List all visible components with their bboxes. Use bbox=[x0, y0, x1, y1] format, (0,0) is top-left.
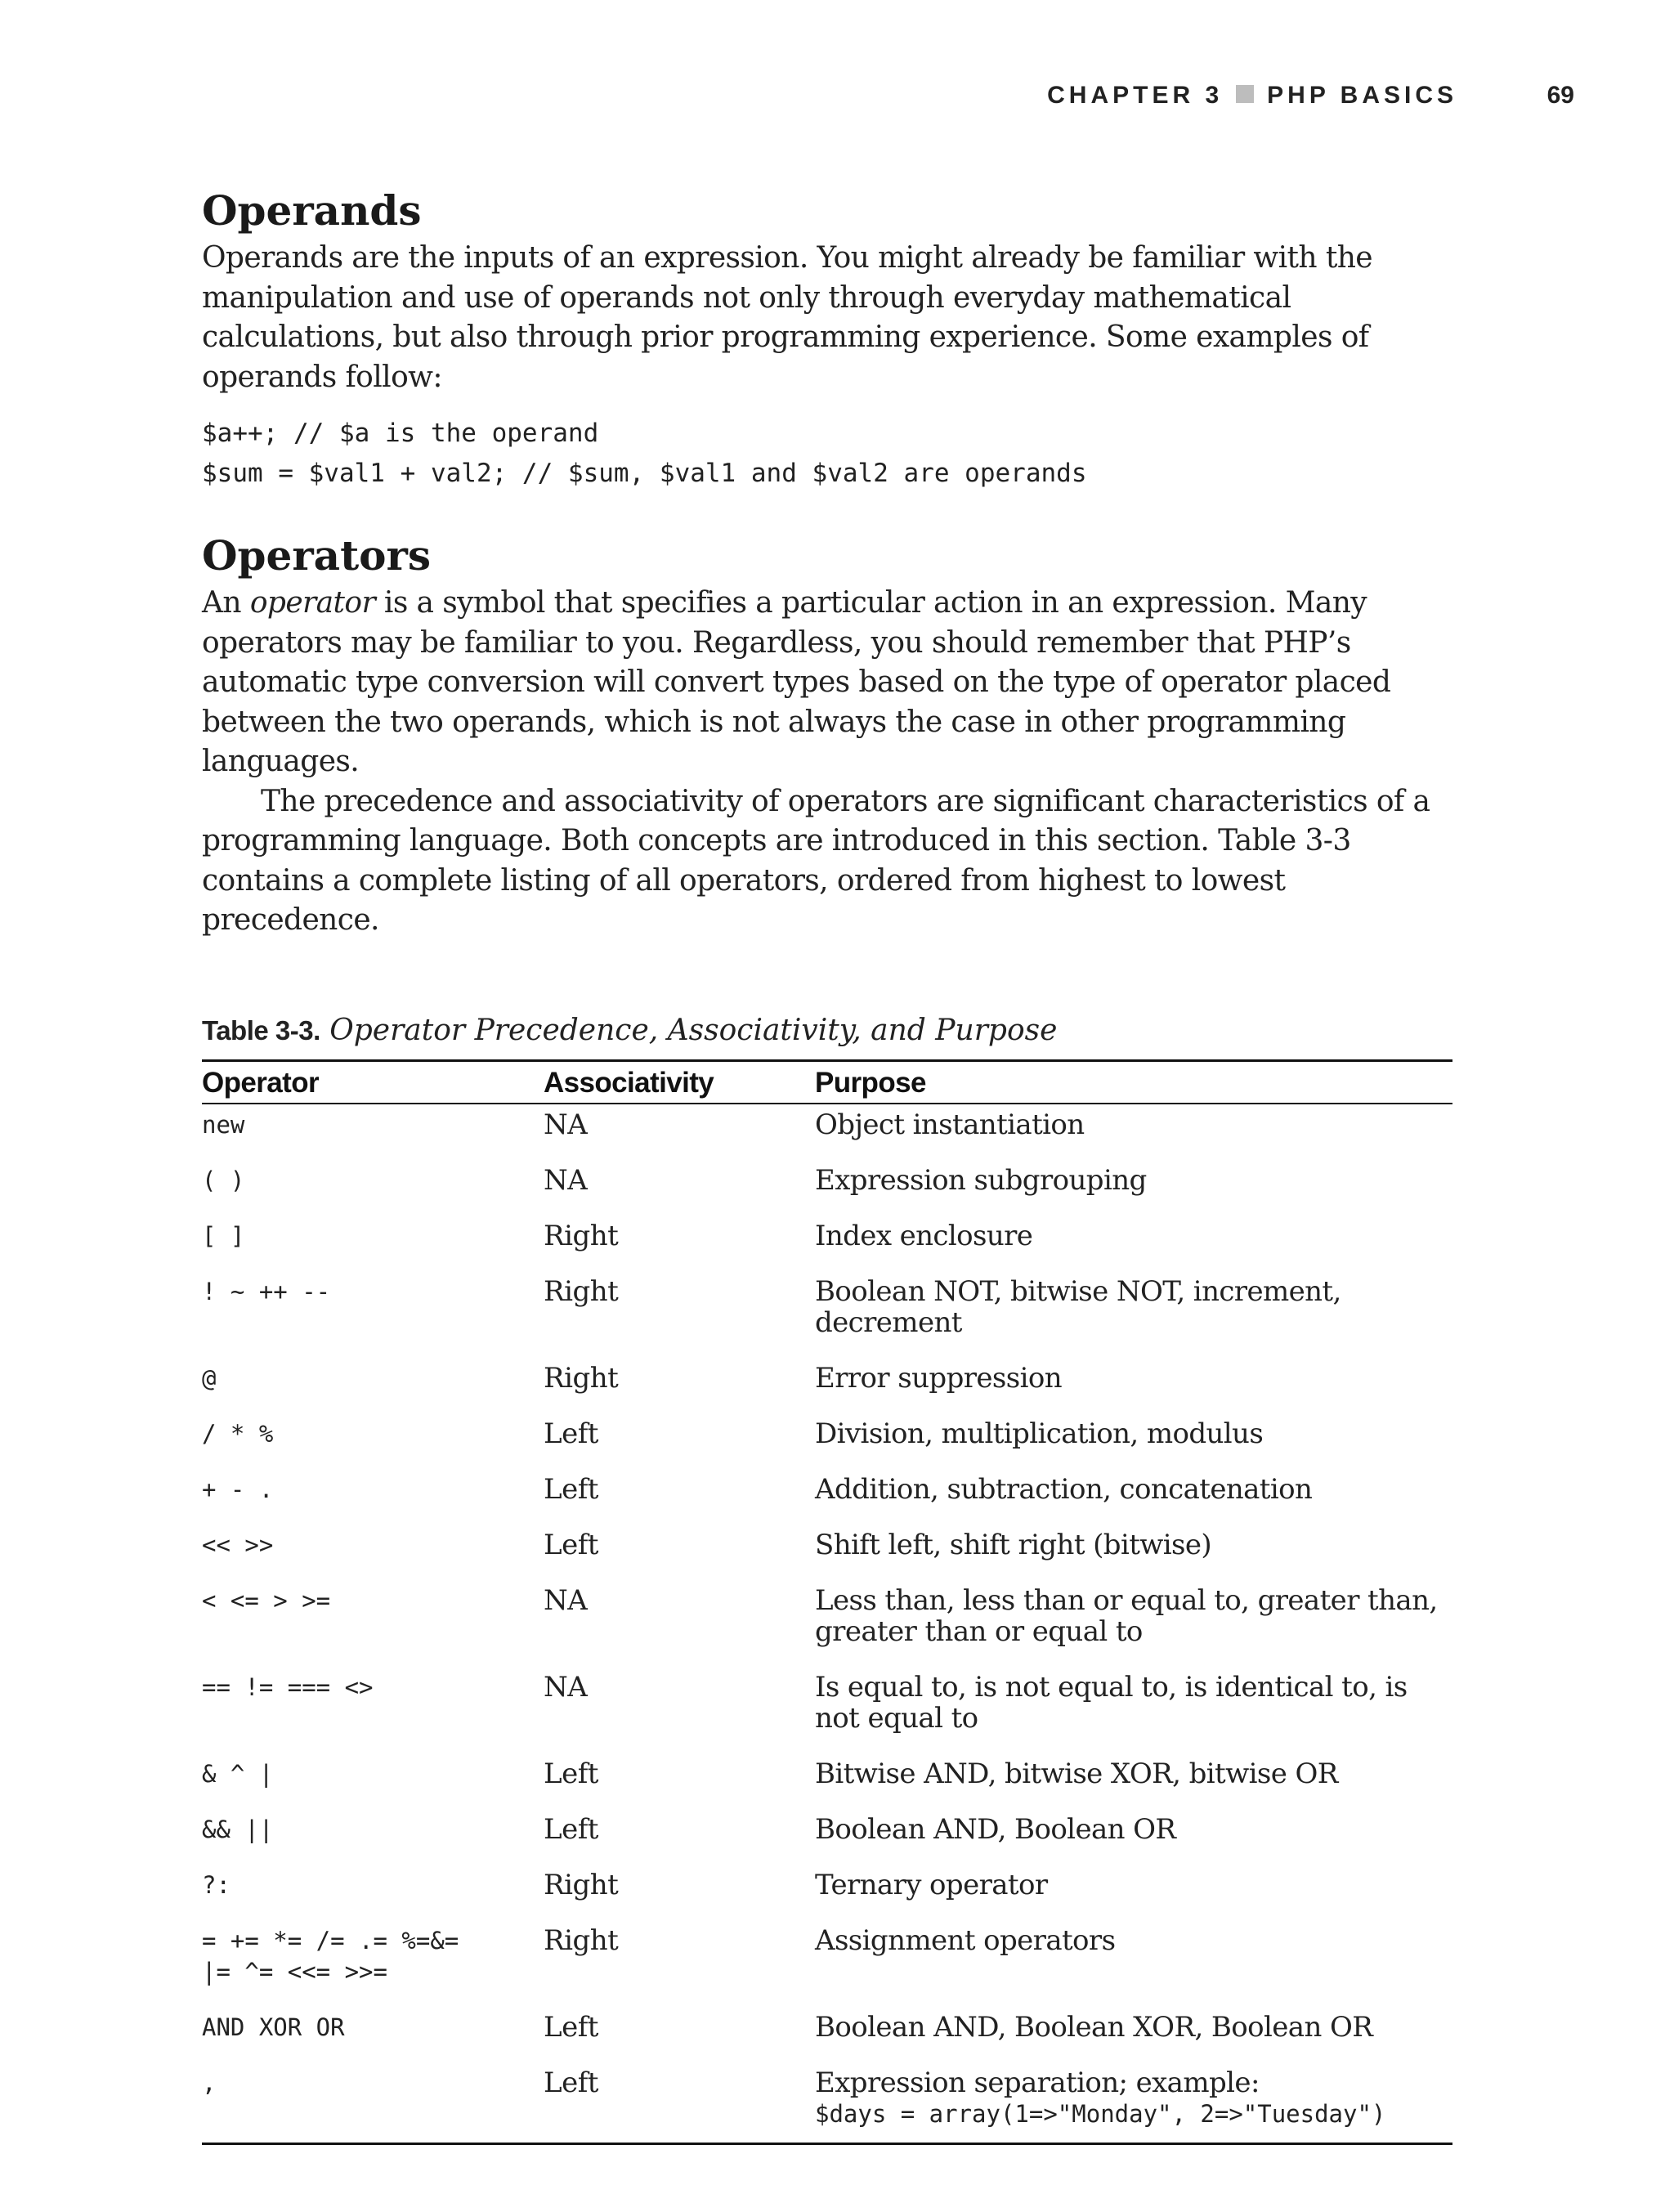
purpose-code-example: $days = array(1=>"Monday", 2=>"Tuesday") bbox=[815, 2099, 1386, 2128]
table-row bbox=[202, 1747, 1452, 1802]
purpose-text: Addition, subtraction, concatenation bbox=[815, 1472, 1313, 1506]
table-row bbox=[202, 1351, 1452, 1407]
operators-heading: Operators bbox=[202, 531, 432, 580]
table-body bbox=[202, 1104, 1452, 2144]
table-row bbox=[202, 1660, 1452, 1747]
operands-code-block bbox=[202, 414, 1452, 494]
purpose-cell bbox=[815, 1660, 1452, 1747]
running-head-chapter bbox=[1047, 82, 1457, 110]
operator-cell: & ^ | bbox=[202, 1759, 274, 1788]
operator-cell: << >> bbox=[202, 1530, 274, 1559]
table-row bbox=[202, 1104, 1452, 1153]
purpose-text: Is equal to, is not equal to, is identical to, is not equal to bbox=[815, 1670, 1408, 1735]
table-row bbox=[202, 1209, 1452, 1265]
operators-paragraph-2: The precedence and associativity of operators are significant characteristics of a programming language. Both concepts are introduced in this section. Table 3-3 contains a complete listing of all operators, ordered from highest to lowest precedence. bbox=[202, 784, 1430, 937]
purpose-cell bbox=[815, 1407, 1452, 1462]
purpose-cell bbox=[815, 1747, 1452, 1802]
purpose-text: Boolean NOT, bitwise NOT, increment, decrement bbox=[815, 1274, 1341, 1339]
table-row bbox=[202, 1858, 1452, 1914]
purpose-text: Expression subgrouping bbox=[815, 1163, 1147, 1197]
operator-cell: ! ~ ++ -- bbox=[202, 1277, 331, 1305]
purpose-cell bbox=[815, 1209, 1452, 1265]
operands-paragraph: Operands are the inputs of an expression. You might already be familiar with the manipulation and use of operands not only through everyday mathematical calculations, but also through prior programming experience. Some examples of operands follow: bbox=[202, 241, 1372, 394]
operator-cell: ( ) bbox=[202, 1166, 245, 1194]
p1-term: operator bbox=[249, 586, 376, 620]
purpose-cell bbox=[815, 1104, 1452, 1153]
associativity-cell: Right bbox=[544, 1923, 619, 1957]
operator-cell: < <= > >= bbox=[202, 1586, 331, 1614]
purpose-cell bbox=[815, 1153, 1452, 1209]
table-row bbox=[202, 1574, 1452, 1660]
table-row bbox=[202, 1914, 1452, 2000]
associativity-cell: Left bbox=[544, 1757, 598, 1790]
header-operator: Operator bbox=[202, 1060, 544, 1104]
operators-paragraph-1 bbox=[202, 584, 1452, 782]
purpose-text: Less than, less than or equal to, greater than, greater than or equal to bbox=[815, 1583, 1438, 1648]
separator-square-icon bbox=[1236, 85, 1254, 103]
table-caption-title: Operator Precedence, Associativity, and Purpose bbox=[329, 1013, 1058, 1047]
operator-cell: = += *= /= .= %=&= |= ^= <<= >>= bbox=[202, 1926, 459, 1986]
page-content bbox=[202, 186, 1452, 2145]
purpose-text: Boolean AND, Boolean OR bbox=[815, 1812, 1176, 1846]
operator-cell: [ ] bbox=[202, 1221, 245, 1250]
purpose-cell bbox=[815, 1462, 1452, 1518]
purpose-cell bbox=[815, 1858, 1452, 1914]
associativity-cell: Right bbox=[544, 1219, 619, 1252]
associativity-cell: Left bbox=[544, 2066, 598, 2099]
purpose-cell bbox=[815, 2000, 1452, 2056]
associativity-cell: Left bbox=[544, 1417, 598, 1450]
table-row bbox=[202, 1518, 1452, 1574]
operator-cell: new bbox=[202, 1110, 245, 1139]
operands-heading: Operands bbox=[202, 186, 422, 235]
purpose-text: Object instantiation bbox=[815, 1108, 1085, 1141]
associativity-cell: NA bbox=[544, 1583, 588, 1617]
purpose-cell bbox=[815, 1518, 1452, 1574]
purpose-cell bbox=[815, 2056, 1452, 2144]
purpose-text: Assignment operators bbox=[815, 1923, 1116, 1957]
purpose-cell bbox=[815, 1914, 1452, 2000]
purpose-text: Bitwise AND, bitwise XOR, bitwise OR bbox=[815, 1757, 1338, 1790]
purpose-text: Boolean AND, Boolean XOR, Boolean OR bbox=[815, 2010, 1373, 2044]
associativity-cell: Right bbox=[544, 1868, 619, 1901]
purpose-text: Expression separation; example: bbox=[815, 2066, 1260, 2099]
section-label: PHP BASICS bbox=[1267, 82, 1457, 109]
purpose-cell bbox=[815, 1802, 1452, 1858]
table-row bbox=[202, 2056, 1452, 2144]
table-header-row bbox=[202, 1060, 1452, 1104]
associativity-cell: NA bbox=[544, 1670, 588, 1704]
associativity-cell: NA bbox=[544, 1108, 588, 1141]
chapter-label: CHAPTER 3 bbox=[1047, 82, 1224, 109]
running-head bbox=[0, 82, 1674, 114]
purpose-text: Shift left, shift right (bitwise) bbox=[815, 1528, 1212, 1561]
operator-table bbox=[202, 1059, 1452, 2145]
purpose-text: Division, multiplication, modulus bbox=[815, 1417, 1264, 1450]
associativity-cell: Left bbox=[544, 1812, 598, 1846]
header-purpose: Purpose bbox=[815, 1060, 1452, 1104]
p1-prefix: An bbox=[202, 586, 250, 620]
table-row bbox=[202, 1407, 1452, 1462]
p1-rest: is a symbol that specifies a particular action in an expression. Many operators may be familiar to you. Regardless, you should remember that PHP’s automatic type conversion will convert types based on the type of operator placed between the two operands, which is not always the case in other programming languages. bbox=[202, 586, 1391, 778]
table-row bbox=[202, 1802, 1452, 1858]
associativity-cell: Left bbox=[544, 2010, 598, 2044]
operator-cell: @ bbox=[202, 1363, 217, 1392]
table-row bbox=[202, 2000, 1452, 2056]
associativity-cell: Right bbox=[544, 1274, 619, 1308]
purpose-text: Ternary operator bbox=[815, 1868, 1048, 1901]
code-line: $a++; // $a is the operand bbox=[202, 419, 599, 448]
associativity-cell: Right bbox=[544, 1361, 619, 1395]
operator-cell: , bbox=[202, 2068, 217, 2097]
code-line: $sum = $val1 + val2; // $sum, $val1 and $val2 are operands bbox=[202, 459, 1087, 488]
purpose-cell bbox=[815, 1351, 1452, 1407]
header-associativity: Associativity bbox=[544, 1060, 815, 1104]
operator-cell: + - . bbox=[202, 1475, 274, 1503]
table-row bbox=[202, 1462, 1452, 1518]
table-row bbox=[202, 1153, 1452, 1209]
associativity-cell: Left bbox=[544, 1528, 598, 1561]
associativity-cell: Left bbox=[544, 1472, 598, 1506]
operator-cell: && || bbox=[202, 1815, 274, 1843]
operator-cell: AND XOR OR bbox=[202, 2013, 345, 2041]
purpose-text: Index enclosure bbox=[815, 1219, 1033, 1252]
table-caption-label: Table 3-3. bbox=[202, 1014, 320, 1046]
purpose-text: Error suppression bbox=[815, 1361, 1063, 1395]
page-number: 69 bbox=[1546, 82, 1574, 109]
table-row bbox=[202, 1265, 1452, 1351]
operator-cell: ?: bbox=[202, 1870, 231, 1899]
purpose-cell bbox=[815, 1574, 1452, 1660]
table-caption bbox=[202, 1013, 1452, 1048]
operator-cell: == != === <> bbox=[202, 1672, 374, 1701]
operator-cell: / * % bbox=[202, 1419, 274, 1448]
associativity-cell: NA bbox=[544, 1163, 588, 1197]
purpose-cell bbox=[815, 1265, 1452, 1351]
